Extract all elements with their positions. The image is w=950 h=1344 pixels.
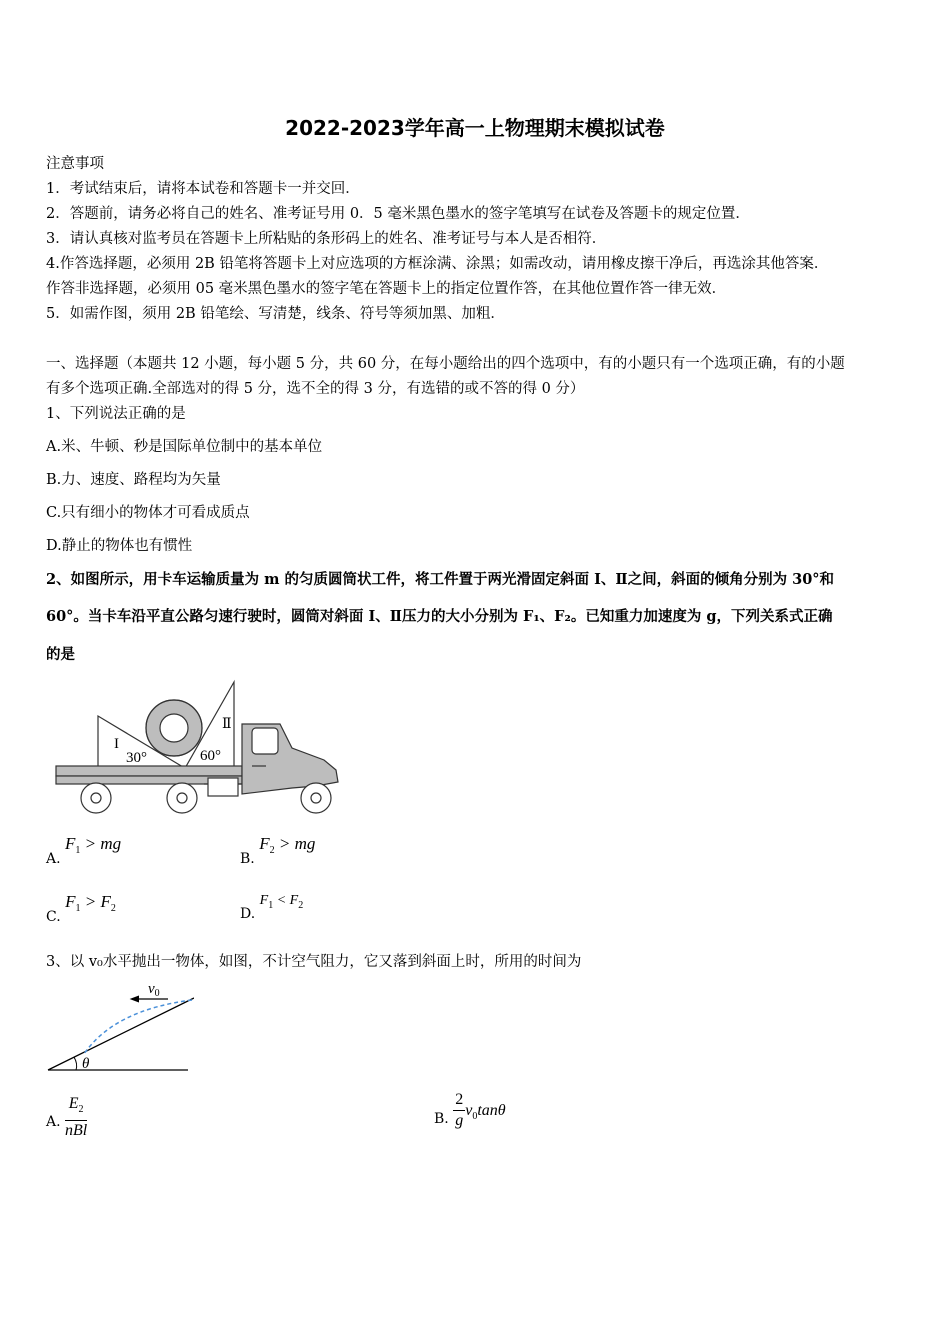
section-instructions: 一、选择题（本题共 12 小题，每小题 5 分，共 60 分，在每小题给出的四个选项中，有的小题只有一个选项正确，有的小题 <box>46 356 845 372</box>
notice-item: 3．请认真核对监考员在答题卡上所粘贴的条形码上的姓名、准考证号与本人是否相符． <box>46 231 607 247</box>
theta-label: θ <box>82 1056 90 1072</box>
page-title: 2022-2023学年高一上物理期末模拟试卷 <box>285 116 665 140</box>
q1-option-d: D.静止的物体也有惯性 <box>46 538 193 554</box>
q2-option-b[interactable]: B. $F_2$ > mg <box>240 834 316 867</box>
q2-stem-line2: 60°。当卡车沿平直公路匀速行驶时，圆筒对斜面 I、Ⅱ压力的大小分别为 F₁、F₂。已知重力加速度为 g，下列关系式正确 <box>46 608 833 625</box>
q1-option-c: C.只有细小的物体才可看成质点 <box>46 505 250 521</box>
angle-60: 60° <box>200 748 221 764</box>
section-instructions: 有多个选项正确.全部选对的得 5 分，选不全的得 3 分，有选错的或不答的得 0 分） <box>46 381 585 397</box>
q1-stem: 1、下列说法正确的是 <box>46 406 186 422</box>
notice-item: 5．如需作图，须用 2B 铅笔绘、写清楚，线条、符号等须加黑、加粗． <box>46 306 505 322</box>
v0-label: $v_0$ <box>148 981 160 999</box>
truck-bed <box>56 766 242 776</box>
angle-30: 30° <box>126 750 147 766</box>
notice-item: 1．考试结束后，请将本试卷和答题卡一并交回． <box>46 181 360 197</box>
notice-item: 4.作答选择题，必须用 2B 铅笔将答题卡上对应选项的方框涂满、涂黑；如需改动，请用橡皮擦干净后，再选涂其他答案． <box>46 256 829 272</box>
q1-option-b: B.力、速度、路程均为矢量 <box>46 472 221 488</box>
truck-figure <box>52 678 344 816</box>
q3-option-a[interactable]: A. $\frac{E_2}{\text{nBl}}$ <box>46 1095 88 1139</box>
label-slope-ii: Ⅱ <box>222 717 232 732</box>
projectile-figure <box>44 976 194 1076</box>
q2-stem-line1: 2、如图所示，用卡车运输质量为 m 的匀质圆筒状工件，将工件置于两光滑固定斜面 I、Ⅱ之间，斜面的倾角分别为 30°和 <box>46 571 835 588</box>
wheel <box>81 783 111 813</box>
q2-stem-line3: 的是 <box>46 646 75 663</box>
wheel <box>301 783 331 813</box>
notice-heading: 注意事项 <box>46 156 104 172</box>
q2-option-d[interactable]: D. $F_1 < F_2$ <box>240 893 304 922</box>
q3-stem: 3、以 v₀水平抛出一物体，如图，不计空气阻力，它又落到斜面上时，所用的时间为 <box>46 954 582 970</box>
notice-item: 2．答题前，请务必将自己的姓名、准考证号用 0．5 毫米黑色墨水的签字笔填写在试卷及答题卡的规定位置． <box>46 206 750 222</box>
q2-option-a[interactable]: A. $F_1$ > mg <box>46 834 122 867</box>
q3-option-b[interactable]: B. $\frac{2}{g}$ $v_0\tan\theta$ <box>434 1091 506 1129</box>
label-slope-i: I <box>114 736 119 752</box>
notice-item: 作答非选择题，必须用 05 毫米黑色墨水的签字笔在答题卡上的指定位置作答，在其他位置作答一律无效． <box>46 281 727 297</box>
trajectory <box>84 1000 192 1054</box>
q1-option-a: A.米、牛顿、秒是国际单位制中的基本单位 <box>46 439 323 455</box>
incline-line <box>48 998 194 1070</box>
q2-option-c[interactable]: C. $F_1 > F_2$ <box>46 892 116 925</box>
wheel <box>167 783 197 813</box>
